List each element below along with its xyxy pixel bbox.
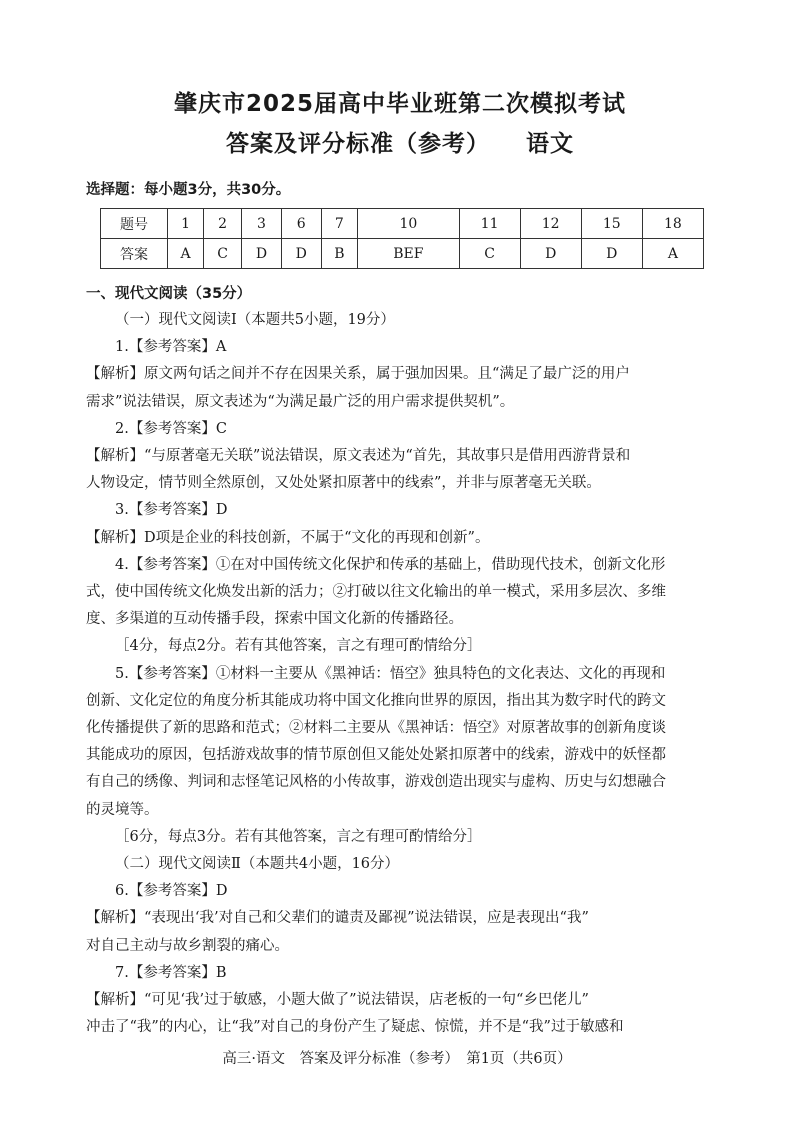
question-number-row [101, 209, 704, 239]
answer-cell: D [520, 239, 581, 269]
question-number-cell: 2 [204, 209, 242, 239]
subtitle-answer-standard: 答案及评分标准（参考） [226, 131, 490, 157]
answer-cell: C [459, 239, 520, 269]
question-number-cell: 12 [520, 209, 581, 239]
scoring-note-q5: ［6分，每点3分。若有其他答案，言之有理可酌情给分］ [115, 828, 482, 845]
answer-q5-line4: 其能成功的原因，包括游戏故事的情节原创但又能处处紧扣原著中的线索，游戏中的妖怪都 [86, 747, 666, 764]
explanation-q3-line1: 【解析】D项是企业的科技创新，不属于“文化的再现和创新”。 [86, 529, 490, 546]
explanation-q6-line2: 对自己主动与故乡割裂的痛心。 [86, 937, 289, 954]
answer-q4-line2: 式，使中国传统文化焕发出新的活力；②打破以往文化输出的单一模式，采用多层次、多维 [86, 584, 666, 601]
subsection-heading: （二）现代文阅读Ⅱ（本题共4小题，16分） [115, 856, 400, 873]
answer-q5-line1: 5.【参考答案】①材料一主要从《黑神话：悟空》独具特色的文化表达、文化的再现和 [115, 665, 666, 682]
explanation-q1-line1: 【解析】原文两句话之间并不存在因果关系，属于强加因果。且“满足了最广泛的用户 [86, 366, 630, 383]
answer-q5-line3: 化传播提供了新的思路和范式；②材料二主要从《黑神话：悟空》对原著故事的创新角度谈 [86, 720, 666, 737]
explanation-q2-line2: 人物设定，情节则全然原创，又处处紧扣原著中的线索”，并非与原著毫无关联。 [86, 475, 601, 492]
answer-cell: D [281, 239, 321, 269]
answer-q5-line2: 创新、文化定位的角度分析其能成功将中国文化推向世界的原因，指出其为数字时代的跨文 [86, 692, 666, 709]
answer-q4-line1: 4.【参考答案】①在对中国传统文化保护和传承的基础上，借助现代技术，创新文化形 [115, 556, 666, 573]
row-label-answer: 答案 [101, 239, 168, 269]
answer-cell: D [581, 239, 642, 269]
exam-title: 肇庆市2025届高中毕业班第二次模拟考试 [173, 91, 626, 117]
answer-row [101, 239, 704, 269]
subtitle-subject: 语文 [526, 131, 574, 157]
answer-cell: B [321, 239, 358, 269]
scoring-note-q4: ［4分，每点2分。若有其他答案，言之有理可酌情给分］ [115, 638, 482, 655]
row-label-question: 题号 [101, 209, 168, 239]
question-number-cell: 18 [642, 209, 703, 239]
explanation-q1-line2: 需求”说法错误，原文表述为“为满足最广泛的用户需求提供契机”。 [86, 393, 515, 410]
answer-q4-line3: 度、多渠道的互动传播手段，探索中国文化新的传播路径。 [86, 611, 463, 628]
section-heading-modern-reading: 一、现代文阅读（35分） [86, 286, 252, 302]
question-number-cell: 7 [321, 209, 358, 239]
answer-q7: 7.【参考答案】B [115, 964, 227, 981]
explanation-q6-line1: 【解析】“表现出‘我’对自己和父辈们的谴责及鄙视”说法错误，应是表现出“我” [86, 910, 589, 927]
answer-q5-line6: 的灵境等。 [86, 801, 159, 818]
multiple-choice-heading: 选择题：每小题3分，共30分。 [86, 182, 291, 198]
question-number-cell: 1 [168, 209, 204, 239]
answer-q5-line5: 有自己的绣像、判词和志怪笔记风格的小传故事，游戏创造出现实与虚构、历史与幻想融合 [86, 774, 666, 791]
answer-q6: 6.【参考答案】D [115, 883, 228, 900]
question-number-cell: 3 [242, 209, 282, 239]
answer-q1: 1.【参考答案】A [115, 339, 227, 356]
subsection-heading: （一）现代文阅读Ⅰ（本题共5小题，19分） [115, 312, 395, 328]
answer-cell: A [642, 239, 703, 269]
question-number-cell: 11 [459, 209, 520, 239]
answer-cell: D [242, 239, 282, 269]
question-number-cell: 15 [581, 209, 642, 239]
answer-cell: BEF [358, 239, 459, 269]
answer-cell: A [168, 239, 204, 269]
page-footer: 高三·语文 答案及评分标准（参考） 第1页（共6页） [222, 1051, 572, 1067]
exam-subtitle [86, 128, 714, 160]
answer-table [100, 208, 704, 269]
explanation-q7-line2: 冲击了“我”的内心，让“我”对自己的身份产生了疑虑、惊慌，并不是“我”过于敏感和 [86, 1019, 624, 1036]
explanation-q7-line1: 【解析】“可见‘我’过于敏感，小题大做了”说法错误，店老板的一句“乡巴佬儿” [86, 992, 589, 1009]
explanation-q2-line1: 【解析】“与原著毫无关联”说法错误，原文表述为“首先，其故事只是借用西游背景和 [86, 448, 631, 465]
answer-q2: 2.【参考答案】C [115, 420, 227, 437]
answer-cell: C [204, 239, 242, 269]
question-number-cell: 10 [358, 209, 459, 239]
answer-q3: 3.【参考答案】D [115, 502, 228, 519]
question-number-cell: 6 [281, 209, 321, 239]
